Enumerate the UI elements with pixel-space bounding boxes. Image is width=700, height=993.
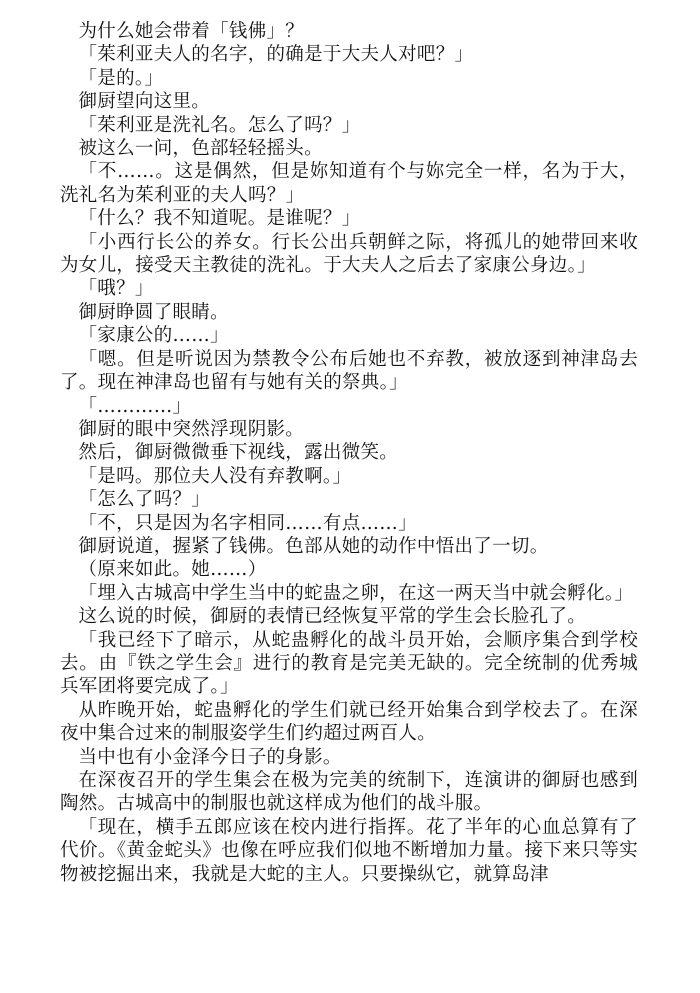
paragraph-9: 「小西行长公的养女。行长公出兵朝鲜之际，将孤儿的她带回来收为女儿，接受天主教徒的洗礼。于大夫人之后去了家康公身边。」	[60, 231, 638, 277]
paragraph-10: 「哦？」	[78, 278, 154, 300]
paragraph-26: 当中也有小金泽今日子的身影。	[78, 746, 342, 768]
paragraph-21: （原来如此。她……）	[78, 559, 267, 581]
paragraph-14: 「…………」	[78, 395, 192, 417]
paragraph-25: 从昨晚开始，蛇蛊孵化的学生们就已经开始集合到学校去了。在深夜中集合过来的制服姿学生们约超过两百人。	[60, 699, 638, 745]
paragraph-7: 「不……。这是偶然，但是妳知道有个与妳完全一样，名为于大，洗礼名为茱利亚的夫人吗？」	[60, 161, 638, 206]
paragraph-22: 「埋入古城高中学生当中的蛇蛊之卵，在这一两天当中就会孵化。」	[78, 582, 634, 604]
paragraph-19: 「不，只是因为名字相同……有点……」	[78, 512, 417, 534]
paragraph-3: 「是的。」	[78, 67, 164, 89]
paragraph-8: 「什么？我不知道呢。是谁呢？」	[78, 208, 361, 230]
paragraph-12: 「家康公的……」	[78, 325, 229, 347]
paragraph-28: 「现在，横手五郎应该在校内进行指挥。花了半年的心血总算有了代价。《黄金蛇头》也像在呼应我们似地不断增加力量。接下来只等实物被挖掘出来，我就是大蛇的主人。只要操纵它，就算岛津	[60, 816, 638, 885]
paragraph-20: 御厨说道，握紧了钱佛。色部从她的动作中悟出了一切。	[78, 535, 549, 557]
document-page	[60, 20, 638, 886]
paragraph-16: 然后，御厨微微垂下视线，露出微笑。	[78, 442, 399, 464]
paragraph-2: 「茱利亚夫人的名字，的确是于大夫人对吧？」	[78, 44, 474, 66]
paragraph-1: 为什么她会带着「钱佛」？	[78, 21, 305, 42]
paragraph-15: 御厨的眼中突然浮现阴影。	[78, 418, 305, 440]
paragraph-27: 在深夜召开的学生集会在极为完美的统制下，连演讲的御厨也感到陶然。古城高中的制服也就这样成为他们的战斗服。	[60, 770, 638, 815]
paragraph-13: 「嗯。但是听说因为禁教令公布后她也不弃教，被放逐到神津岛去了。现在神津岛也留有与她有关的祭典。」	[60, 348, 638, 394]
paragraph-18: 「怎么了吗？」	[78, 489, 211, 511]
paragraph-17: 「是吗。那位夫人没有弃教啊。」	[78, 465, 352, 487]
paragraph-24: 「我已经下了暗示，从蛇蛊孵化的战斗员开始，会顺序集合到学校去。由『铁之学生会』进行的教育是完美无缺的。完全统制的优秀城兵军团将要完成了。」	[60, 629, 638, 698]
paragraph-5: 「茱利亚是洗礼名。怎么了吗？」	[78, 114, 361, 136]
paragraph-4: 御厨望向这里。	[78, 91, 211, 113]
paragraph-23: 这么说的时候，御厨的表情已经恢复平常的学生会长脸孔了。	[78, 606, 587, 628]
paragraph-6: 被这么一问，色部轻轻摇头。	[78, 138, 323, 160]
paragraph-11: 御厨睁圆了眼睛。	[78, 301, 229, 323]
